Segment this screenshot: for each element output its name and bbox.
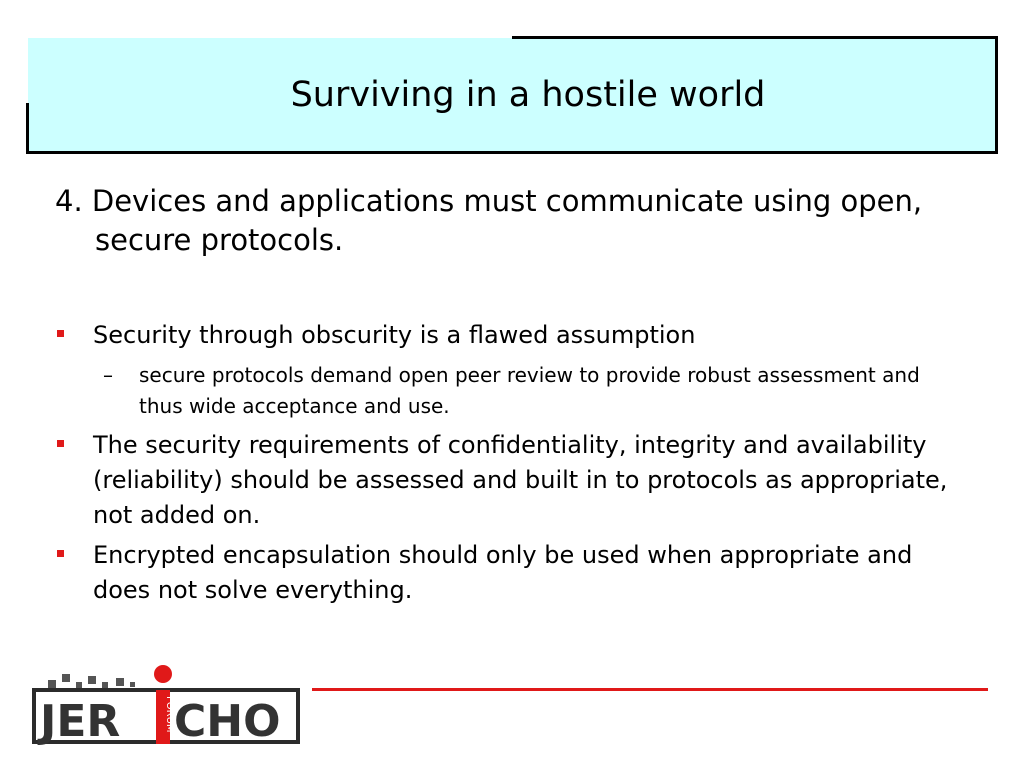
logo-vertical-text: FORUM <box>164 696 175 733</box>
bullet-item-3 <box>93 538 973 608</box>
square-bullet-icon <box>57 330 64 337</box>
logo-text-left: JER <box>40 696 121 746</box>
footer-divider <box>312 688 988 691</box>
dash-bullet-icon: – <box>103 363 113 387</box>
square-bullet-icon <box>57 440 64 447</box>
bullet-item-1 <box>93 318 973 353</box>
sub-bullet-item-1 <box>103 360 969 422</box>
bullet-item-2 <box>93 428 973 533</box>
sub-bullet-text: secure protocols demand open peer review to provide robust assessment and thus wide acceptance and use. <box>139 363 920 418</box>
bullet-text: The security requirements of confidentiality, integrity and availability (reliability) should be assessed and built in to protocols as appropriate, not added on. <box>93 431 948 529</box>
square-bullet-icon <box>57 550 64 557</box>
bullet-text: Security through obscurity is a flawed assumption <box>93 321 696 349</box>
logo-text-right: CHO <box>174 696 281 746</box>
slide-title: Surviving in a hostile world <box>290 75 766 115</box>
bullet-text: Encrypted encapsulation should only be used when appropriate and does not solve everything. <box>93 541 913 604</box>
jericho-forum-logo <box>30 660 302 746</box>
point-heading: 4. Devices and applications must communicate using open, secure protocols. <box>55 184 923 257</box>
